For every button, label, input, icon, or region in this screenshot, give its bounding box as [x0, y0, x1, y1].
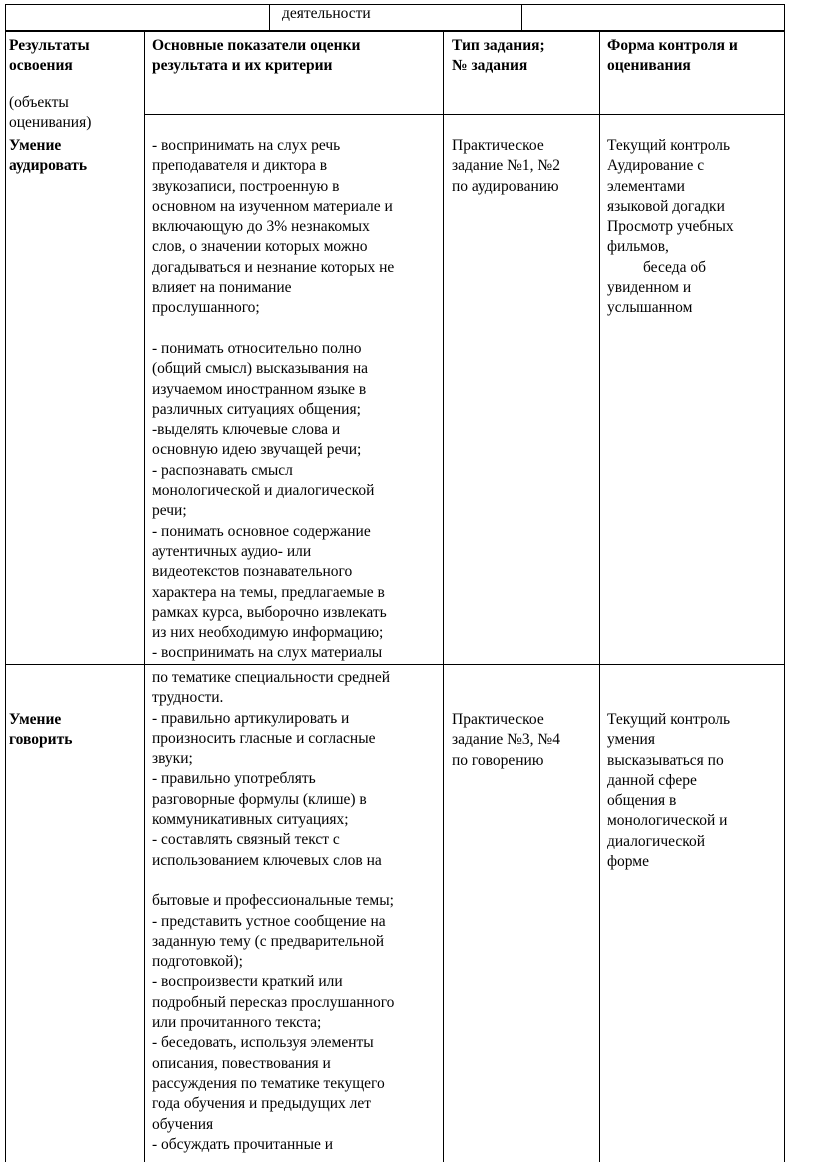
row-2-result: Умение говорить	[9, 711, 73, 749]
table-right-border	[784, 32, 785, 1162]
row-1-task: Практическое задание №1, №2 по аудированию	[452, 137, 560, 195]
table-left-border	[5, 32, 6, 1162]
top-row-divider-2	[521, 4, 522, 32]
column-header-form: Форма контроля и оценивания	[607, 37, 738, 75]
column-header-results-sub: (объекты оценивания)	[9, 94, 92, 132]
top-row-left-border	[5, 4, 6, 32]
header-row-bottom-border	[5, 30, 785, 32]
column-divider-2	[443, 32, 444, 1162]
row-1-result: Умение аудировать	[9, 137, 88, 175]
column-header-results: Результаты освоения	[9, 37, 90, 75]
row-2-task: Практическое задание №3, №4 по говорению	[452, 711, 560, 769]
top-row-right-border	[784, 4, 785, 32]
column-divider-1	[144, 32, 145, 1162]
row-divider	[5, 664, 785, 665]
row-1-form: Текущий контроль Аудирование с элементами языковой догадки Просмотр учебных фильмов, беседа об увиденном и услышанном	[607, 137, 734, 317]
row-2-form: Текущий контроль умения высказываться по данной сфере общения в монологической и диалогической форме	[607, 711, 731, 871]
header-bottom-border	[144, 114, 785, 115]
column-header-criteria: Основные показатели оценки результата и их критерии	[152, 37, 361, 75]
top-row-divider-1	[269, 4, 270, 32]
column-header-task: Тип задания; № задания	[452, 37, 545, 75]
header-row-cell-text: деятельности	[282, 5, 371, 22]
row-2-criteria: по тематике специальности средней трудности. - правильно артикулировать и произносить гласные и согласные звуки; - правильно употреблять разговорные формулы (клише) в коммуникативных ситуациях; - составлять связный текст с использованием ключевых слов на бытовые и профессиональные темы; - представить устное сообщение на заданную тему (с предварительной подготовкой); - воспроизвести краткий или подробный пересказ прослушанного или прочитанного текста; - беседовать, используя элементы описания, повествования и рассуждения по тематике текущего года обучения и предыдущих лет обучения - обсуждать прочитанные и	[152, 669, 395, 1153]
table-top-border	[5, 4, 785, 5]
row-1-criteria: - воспринимать на слух речь преподавателя и диктора в звукозаписи, построенную в основном на изученном материале и включающую до 3% незнакомых слов, о значении которых можно догадываться и незнание которых не влияет на понимание прослушанного; - понимать относительно полно (общий смысл) высказывания на изучаемом иностранном языке в различных ситуациях общения; -выделять ключевые слова и основную идею звучащей речи; - распознавать смысл монологической и диалогической речи; - понимать основное содержание аутентичных аудио- или видеотекстов познавательного характера на темы, предлагаемые в рамках курса, выборочно извлекать из них необходимую информацию; - воспринимать на слух материалы	[152, 137, 395, 662]
column-divider-3	[599, 32, 600, 1162]
